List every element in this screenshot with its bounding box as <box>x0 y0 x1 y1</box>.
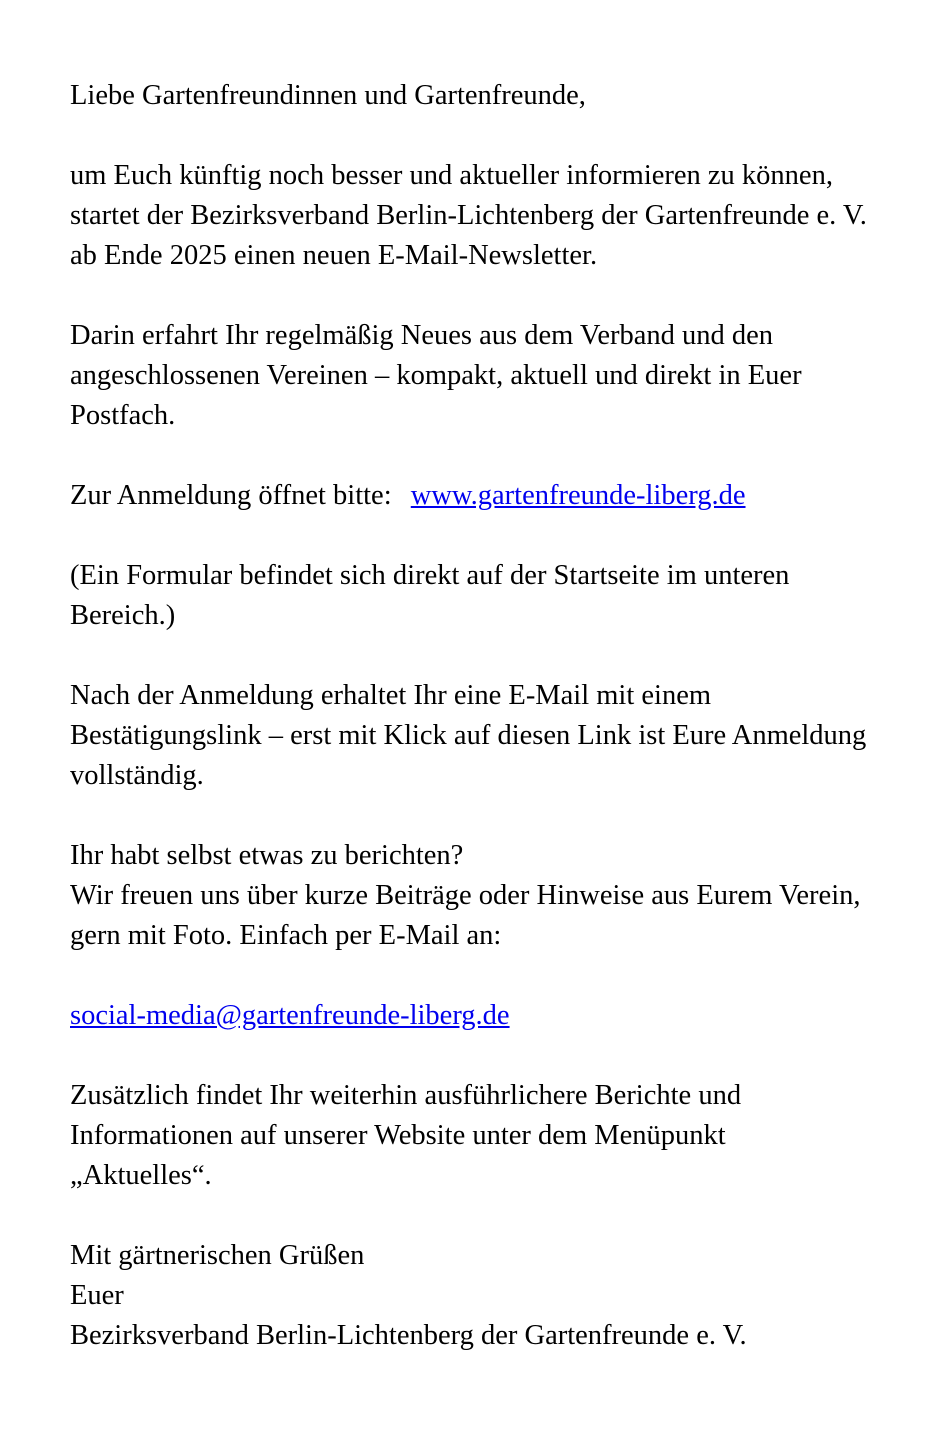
website-link[interactable]: www.gartenfreunde-liberg.de <box>410 480 746 511</box>
signup-label: Zur Anmeldung öffnet bitte: <box>70 480 399 511</box>
website-info-paragraph: Zusätzlich findet Ihr weiterhin ausführlichere Berichte und Informationen auf unserer Website unter dem Menüpunkt „Aktuelles“. <box>70 1080 742 1191</box>
confirmation-paragraph: Nach der Anmeldung erhaltet Ihr eine E-Mail mit einem Bestätigungslink – erst mit Klick auf diesen Link ist Eure Anmeldung vollständig. <box>70 680 867 791</box>
email-paragraph <box>70 996 870 1036</box>
greeting: Liebe Gartenfreundinnen und Gartenfreunde, <box>70 80 586 111</box>
closing-organization: Bezirksverband Berlin-Lichtenberg der Gartenfreunde e. V. <box>70 1320 747 1351</box>
form-note-paragraph: (Ein Formular befindet sich direkt auf der Startseite im unteren Bereich.) <box>70 560 790 631</box>
intro-paragraph: um Euch künftig noch besser und aktueller informieren zu können, startet der Bezirksverband Berlin-Lichtenberg der Gartenfreunde e. V. ab Ende 2025 einen neuen E-Mail-Newsletter. <box>70 160 867 271</box>
closing-euer: Euer <box>70 1280 124 1311</box>
contribute-info: Wir freuen uns über kurze Beiträge oder Hinweise aus Eurem Verein, gern mit Foto. Einfach per E-Mail an: <box>70 880 861 951</box>
email-link[interactable]: social-media@gartenfreunde-liberg.de <box>70 1000 510 1031</box>
closing-salutation: Mit gärtnerischen Grüßen <box>70 1240 365 1271</box>
contribute-question: Ihr habt selbst etwas zu berichten? <box>70 840 464 871</box>
contribute-paragraph <box>70 836 870 956</box>
signup-paragraph <box>70 476 870 516</box>
newsletter-benefits-paragraph: Darin erfahrt Ihr regelmäßig Neues aus dem Verband und den angeschlossenen Vereinen – kompakt, aktuell und direkt in Euer Postfach. <box>70 320 802 431</box>
closing-paragraph <box>70 1236 870 1356</box>
